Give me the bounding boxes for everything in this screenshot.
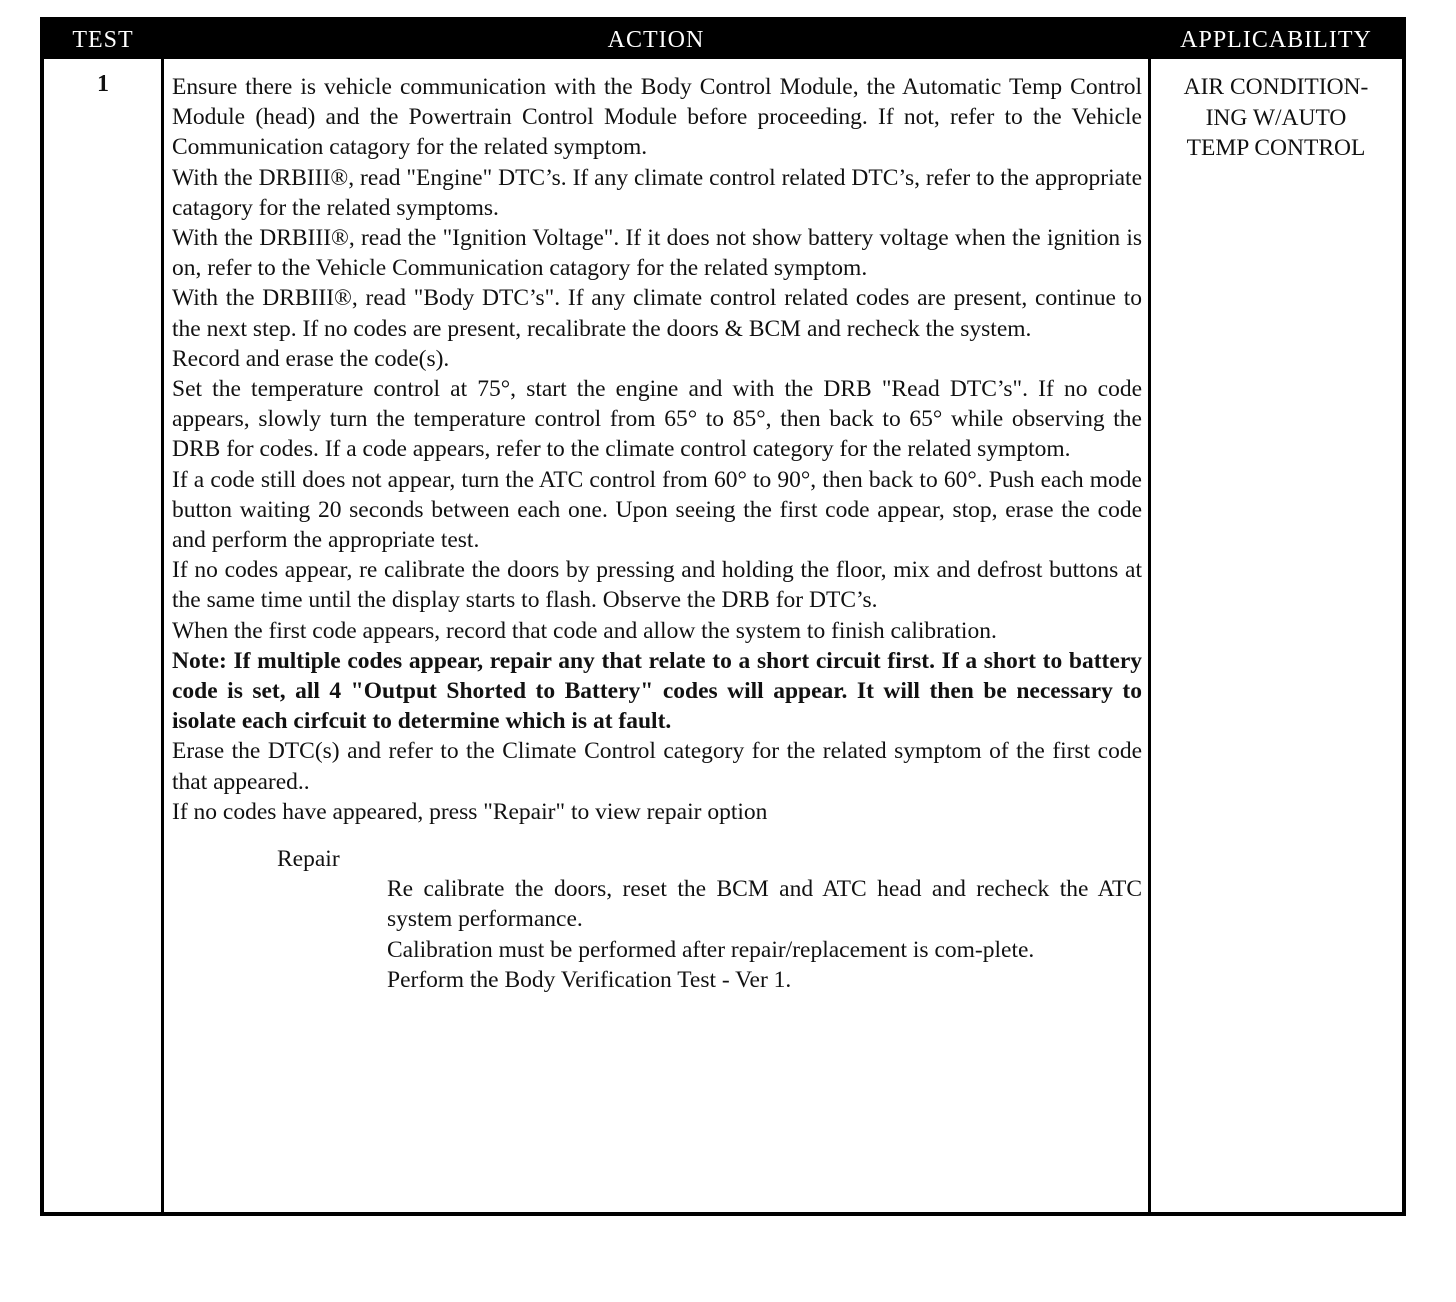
applicability-line-3: TEMP CONTROL [1186, 135, 1366, 161]
table-header-row [44, 21, 1402, 59]
header-applicability: APPLICABILITY [1180, 27, 1372, 53]
action-paragraph-recalibrate-doors: If no codes appear, re calibrate the doors by pressing and holding the floor, mix and defrost buttons at the same time until the display starts to flash. Observe the DRB for DTC’s. [172, 557, 1142, 614]
column-divider-action-applicability [1148, 59, 1151, 1212]
action-cell [172, 72, 1142, 995]
repair-label: Repair [277, 846, 340, 873]
action-paragraph-erase-dtcs: Erase the DTC(s) and refer to the Climate Control category for the related symptom of the first code that appeared.. [172, 738, 1142, 795]
action-paragraph-body-dtcs: With the DRBIII®, read "Body DTC’s". If any climate control related codes are present, continue to the next step. If no codes are present, recalibrate the doors & BCM and recheck the system. [172, 285, 1142, 342]
applicability-cell [1154, 72, 1398, 164]
column-divider-test-action [161, 59, 164, 1212]
test-number-cell: 1 [97, 71, 109, 97]
action-paragraph-repair-option: If no codes have appeared, press "Repair" to view repair option [172, 798, 768, 825]
header-action: ACTION [607, 27, 705, 53]
action-note: Note: If multiple codes appear, repair any that relate to a short circuit first. If a short to battery code is set, all 4 "Output Shorted to Battery" codes will appear. It will then be necessary to isolate each cirfcuit to determine which is at fault. [172, 647, 1142, 735]
diagnostic-test-table [40, 17, 1406, 1216]
action-paragraph-ignition-voltage: With the DRBIII®, read the "Ignition Voltage". If it does not show battery voltage when the ignition is on, refer to the Vehicle Communication catagory for the related symptom. [172, 225, 1142, 282]
action-paragraph-temperature-control: Set the temperature control at 75°, start the engine and with the DRB "Read DTC’s". If no code appears, slowly turn the temperature control from 65° to 85°, then back to 65° while observing the DRB for codes. If a code appears, refer to the climate control category for the related symptom. [172, 376, 1142, 463]
repair-step-verification-test: Perform the Body Verification Test - Ver 1. [387, 966, 792, 993]
repair-step-recalibrate: Re calibrate the doors, reset the BCM and ATC head and recheck the ATC system performance. [387, 876, 1142, 933]
applicability-line-2: ING W/AUTO [1205, 104, 1347, 131]
repair-step-calibration-note: Calibration must be performed after repair/replacement is com-plete. [387, 936, 1035, 963]
action-paragraph-communication: Ensure there is vehicle communication with the Body Control Module, the Automatic Temp Control Module (head) and the Powertrain Control Module before proceeding. If not, refer to the Vehicle Communication catagory for the related symptom. [172, 74, 1142, 161]
action-paragraph-record-erase: Record and erase the code(s). [172, 345, 450, 372]
header-test: TEST [72, 27, 134, 53]
repair-steps [387, 874, 1142, 995]
action-paragraph-atc-control: If a code still does not appear, turn the ATC control from 60° to 90°, then back to 60°. Push each mode button waiting 20 seconds between each one. Upon seeing the first code appear, stop, erase the code and perform the appropriate test. [172, 466, 1142, 554]
action-paragraph-first-code: When the first code appears, record that code and allow the system to finish calibration. [172, 617, 997, 644]
applicability-line-1: AIR CONDITION- [1183, 74, 1369, 100]
action-paragraph-engine-dtcs: With the DRBIII®, read "Engine" DTC’s. If any climate control related DTC’s, refer to the appropriate catagory for the related symptoms. [172, 164, 1142, 221]
